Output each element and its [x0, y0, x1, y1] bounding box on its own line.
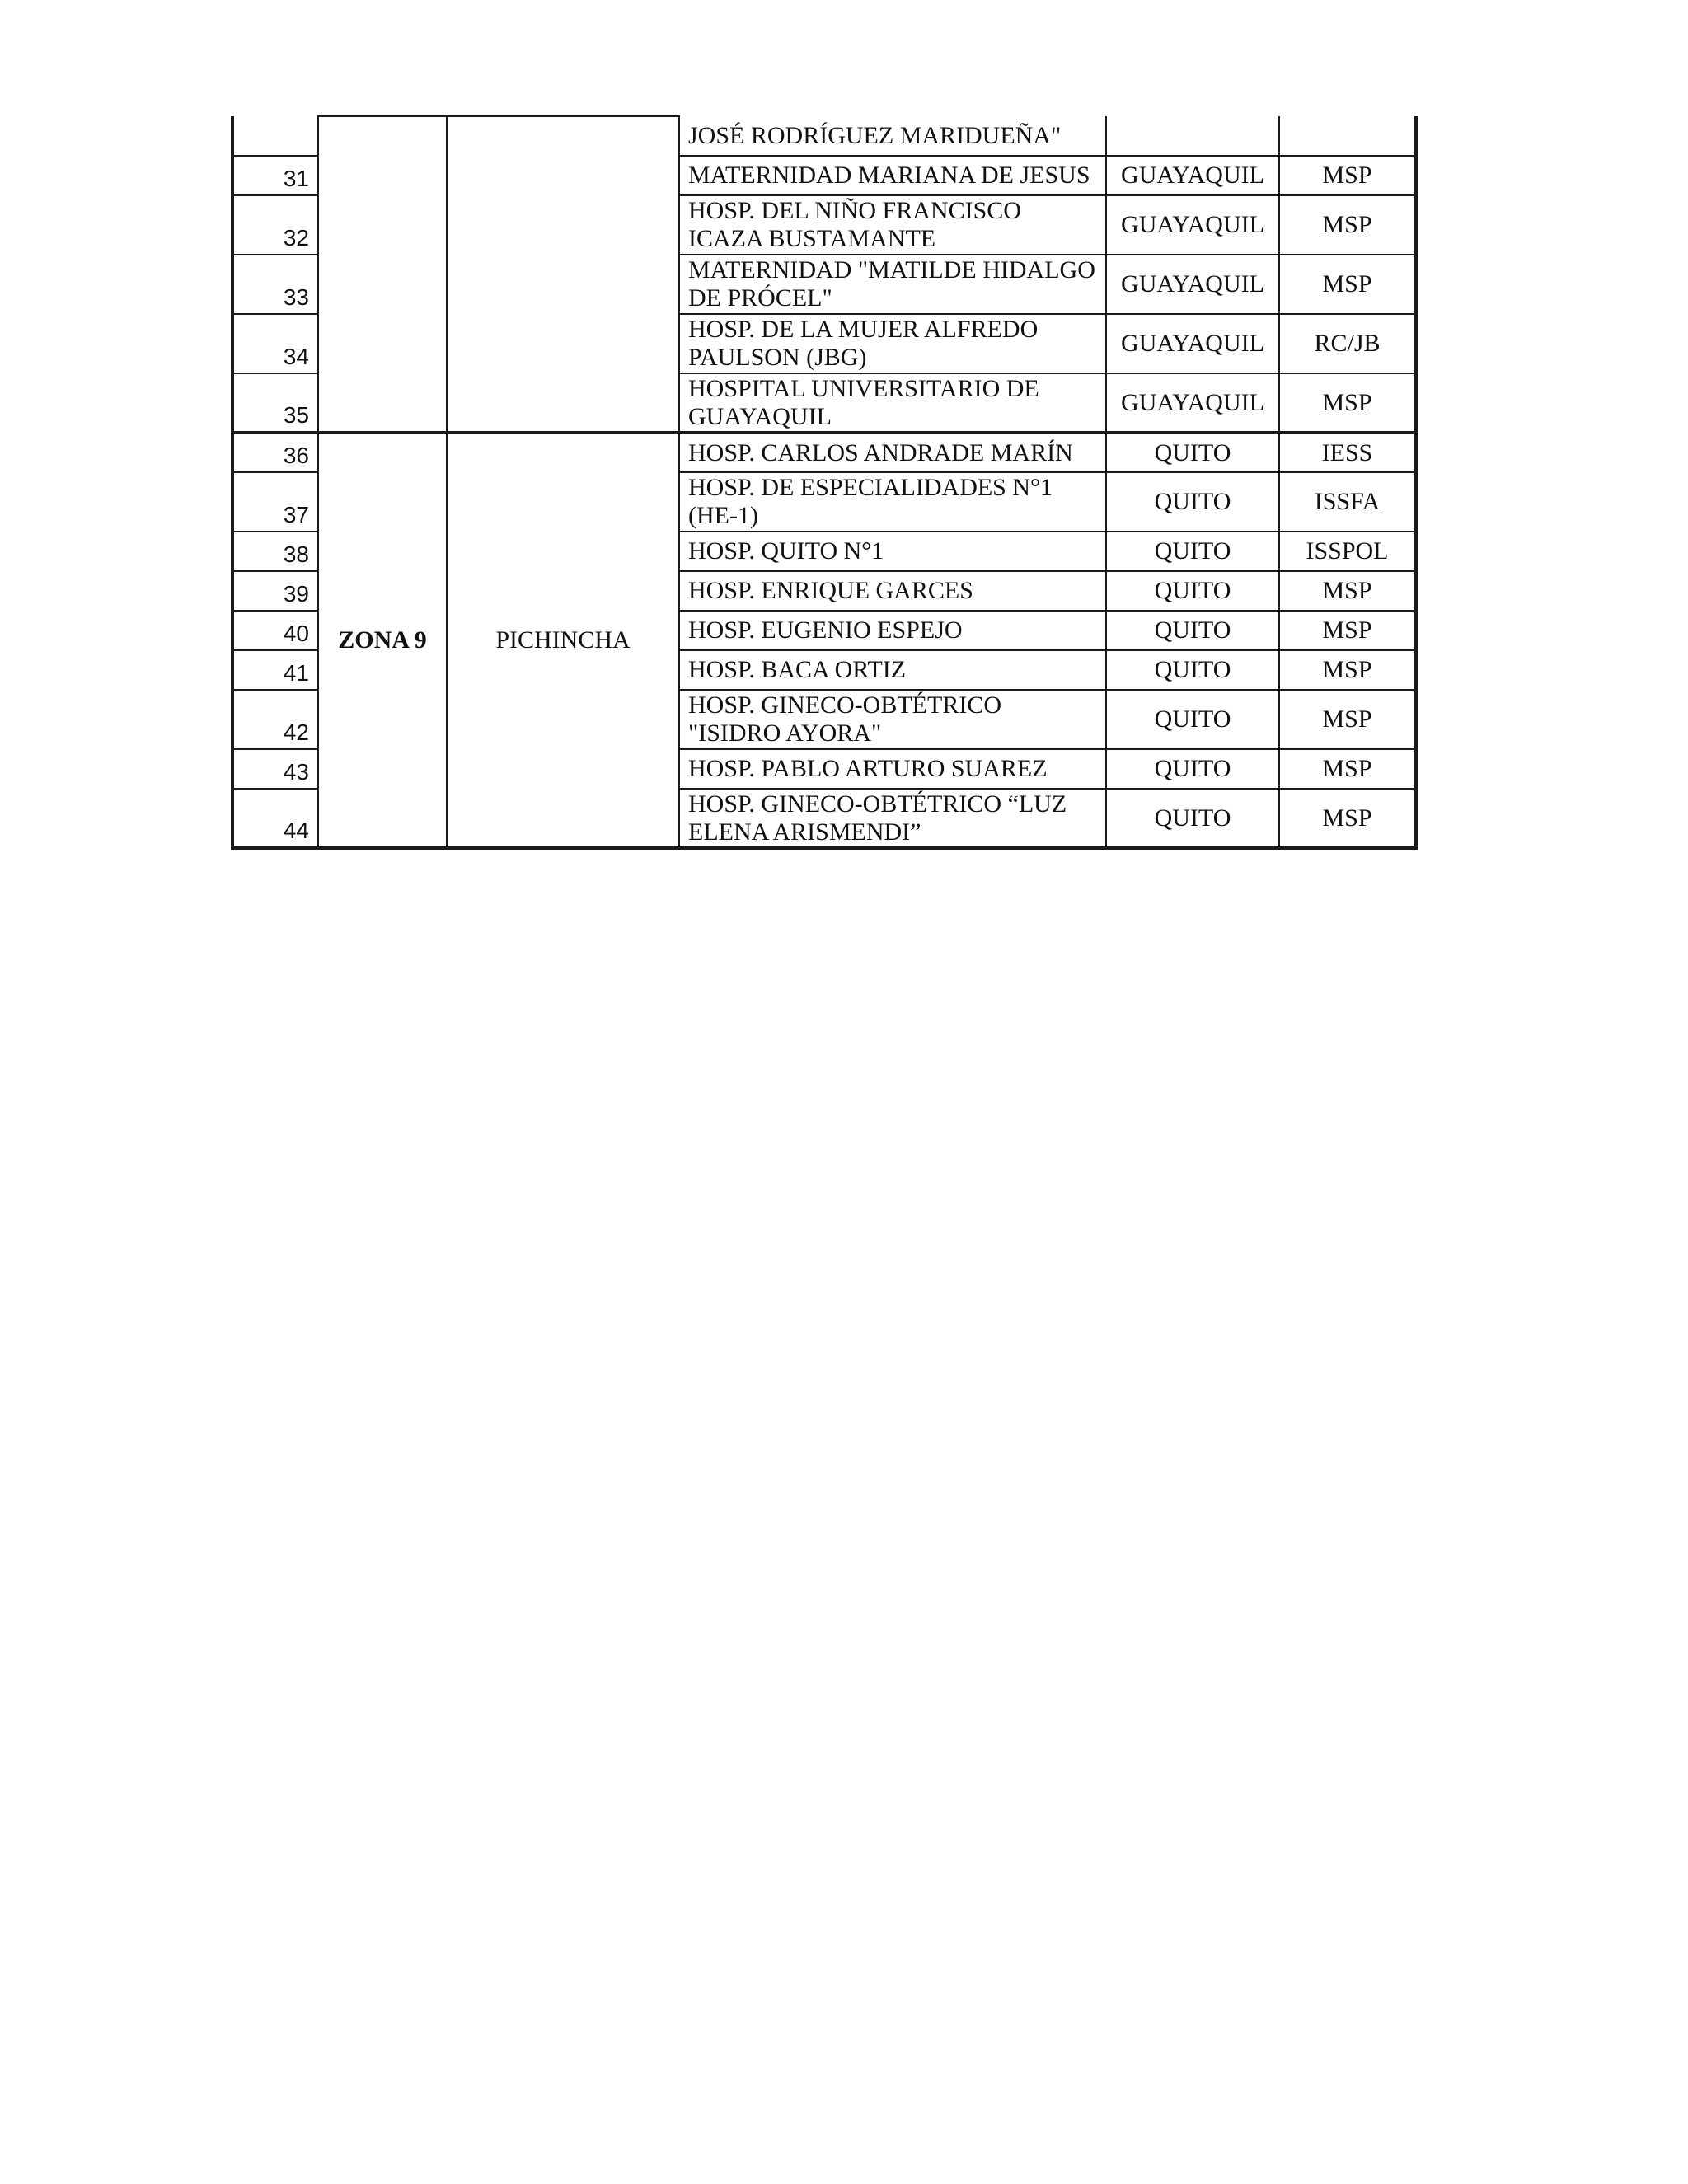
city-cell: QUITO	[1106, 749, 1279, 789]
city-cell: QUITO	[1106, 650, 1279, 690]
hospital-name: HOSP. PABLO ARTURO SUAREZ	[679, 749, 1106, 789]
institution-cell: MSP	[1279, 255, 1416, 314]
hospital-name: HOSP. EUGENIO ESPEJO	[679, 611, 1106, 650]
city-cell	[1106, 116, 1279, 156]
institution-cell: MSP	[1279, 789, 1416, 848]
hospital-name: HOSPITAL UNIVERSITARIO DE GUAYAQUIL	[679, 373, 1106, 433]
hospital-name: HOSP. GINECO-OBTÉTRICO “LUZ ELENA ARISMENDI”	[679, 789, 1106, 848]
institution-cell: MSP	[1279, 749, 1416, 789]
institution-cell: MSP	[1279, 650, 1416, 690]
hospital-name: HOSP. DE ESPECIALIDADES N°1 (HE-1)	[679, 472, 1106, 532]
row-number: 41	[232, 650, 318, 690]
hospital-table	[231, 115, 1418, 850]
row-number: 44	[232, 789, 318, 848]
city-cell: QUITO	[1106, 472, 1279, 532]
hospital-name: HOSP. DE LA MUJER ALFREDO PAULSON (JBG)	[679, 314, 1106, 373]
zone-cell: ZONA 9	[318, 433, 447, 848]
city-cell: QUITO	[1106, 789, 1279, 848]
institution-cell: MSP	[1279, 373, 1416, 433]
row-number: 39	[232, 571, 318, 611]
province-cell	[447, 116, 679, 433]
hospital-name: HOSP. GINECO-OBTÉTRICO "ISIDRO AYORA"	[679, 690, 1106, 749]
row-number: 32	[232, 195, 318, 255]
institution-cell	[1279, 116, 1416, 156]
city-cell: QUITO	[1106, 571, 1279, 611]
institution-cell: ISSFA	[1279, 472, 1416, 532]
row-number	[232, 116, 318, 156]
row-number: 31	[232, 156, 318, 195]
city-cell: QUITO	[1106, 433, 1279, 472]
hospital-name: MATERNIDAD "MATILDE HIDALGO DE PRÓCEL"	[679, 255, 1106, 314]
row-number: 34	[232, 314, 318, 373]
hospital-name: HOSP. QUITO N°1	[679, 532, 1106, 571]
city-cell: GUAYAQUIL	[1106, 373, 1279, 433]
institution-cell: MSP	[1279, 195, 1416, 255]
city-cell: GUAYAQUIL	[1106, 195, 1279, 255]
city-cell: GUAYAQUIL	[1106, 156, 1279, 195]
row-number: 43	[232, 749, 318, 789]
row-number: 35	[232, 373, 318, 433]
table-row	[232, 433, 1416, 472]
hospital-name: JOSÉ RODRÍGUEZ MARIDUEÑA"	[679, 116, 1106, 156]
row-number: 38	[232, 532, 318, 571]
institution-cell: MSP	[1279, 156, 1416, 195]
row-number: 40	[232, 611, 318, 650]
institution-cell: RC/JB	[1279, 314, 1416, 373]
institution-cell: MSP	[1279, 571, 1416, 611]
institution-cell: MSP	[1279, 611, 1416, 650]
table-row	[232, 116, 1416, 156]
province-cell: PICHINCHA	[447, 433, 679, 848]
institution-cell: MSP	[1279, 690, 1416, 749]
hospital-name: HOSP. ENRIQUE GARCES	[679, 571, 1106, 611]
institution-cell: ISSPOL	[1279, 532, 1416, 571]
city-cell: QUITO	[1106, 611, 1279, 650]
row-number: 36	[232, 433, 318, 472]
zone-cell	[318, 116, 447, 433]
city-cell: QUITO	[1106, 690, 1279, 749]
row-number: 42	[232, 690, 318, 749]
city-cell: GUAYAQUIL	[1106, 255, 1279, 314]
row-number: 37	[232, 472, 318, 532]
hospital-name: MATERNIDAD MARIANA DE JESUS	[679, 156, 1106, 195]
hospital-name: HOSP. DEL NIÑO FRANCISCO ICAZA BUSTAMANTE	[679, 195, 1106, 255]
hospital-name: HOSP. BACA ORTIZ	[679, 650, 1106, 690]
city-cell: GUAYAQUIL	[1106, 314, 1279, 373]
city-cell: QUITO	[1106, 532, 1279, 571]
hospital-name: HOSP. CARLOS ANDRADE MARÍN	[679, 433, 1106, 472]
row-number: 33	[232, 255, 318, 314]
institution-cell: IESS	[1279, 433, 1416, 472]
